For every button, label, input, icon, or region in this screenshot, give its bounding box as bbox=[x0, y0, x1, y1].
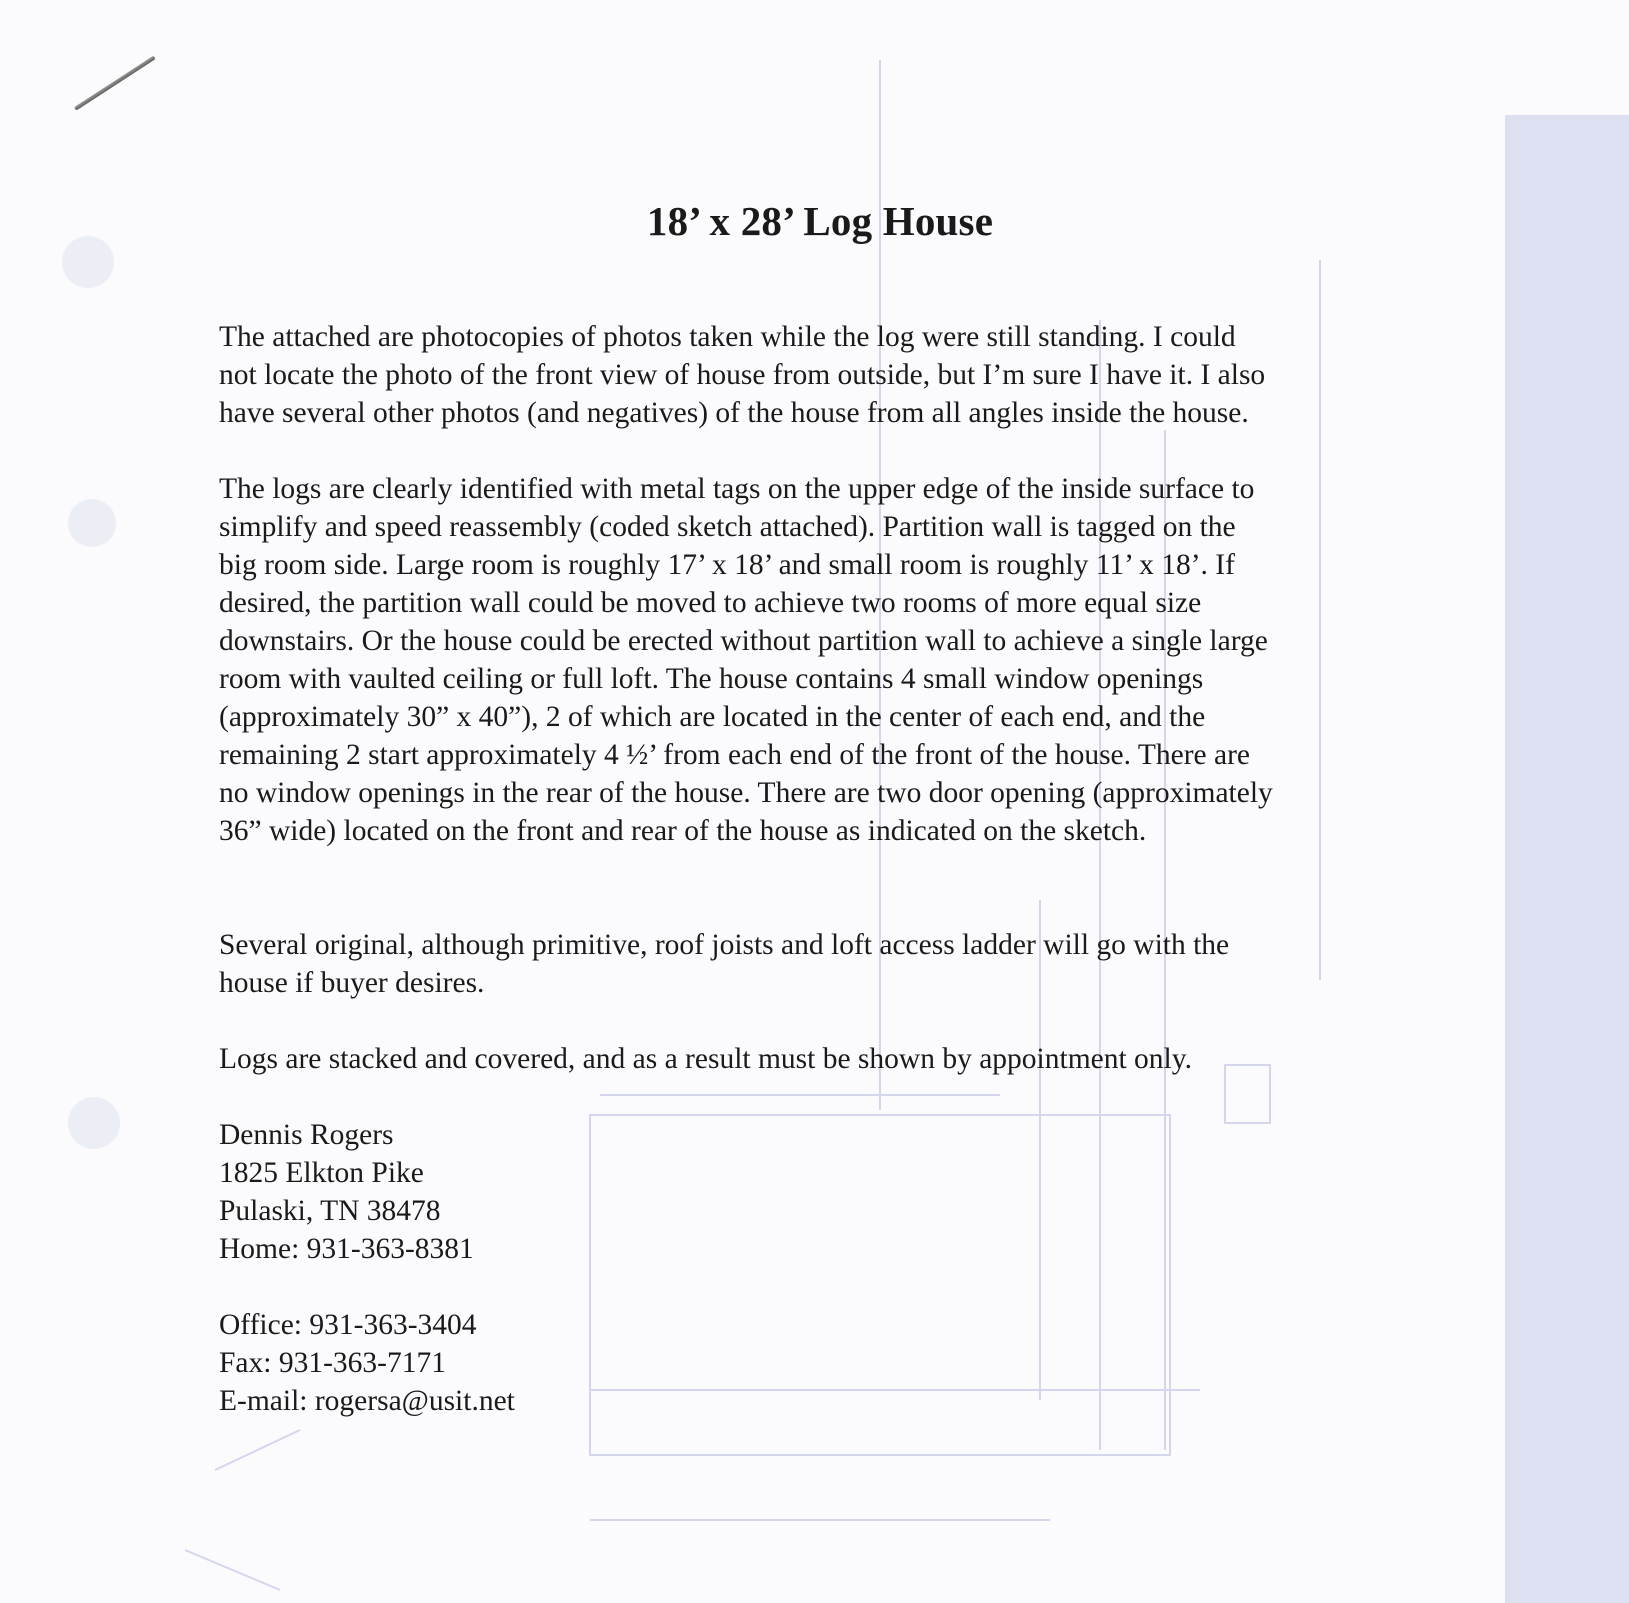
page-title: 18’ x 28’ Log House bbox=[646, 198, 994, 245]
text-line bbox=[219, 850, 1429, 888]
text-line: (approximately 30” x 40”), 2 of which are located in the center of each end, and the bbox=[219, 701, 1206, 733]
contact-block bbox=[219, 1116, 1429, 1420]
text-line: house if buyer desires. bbox=[219, 967, 485, 999]
contact-name: Dennis Rogers bbox=[219, 1119, 394, 1151]
text-line: have several other photos (and negatives) of the house from all angles inside the house. bbox=[219, 397, 1249, 429]
paragraph-joists bbox=[219, 926, 1429, 1002]
contact-city: Pulaski, TN 38478 bbox=[219, 1195, 441, 1227]
photo-edge-shadow bbox=[1505, 115, 1629, 1603]
punch-hole-mark bbox=[68, 1097, 120, 1149]
text-line: The attached are photocopies of photos taken while the log were still standing. I could bbox=[219, 321, 1236, 353]
text-line: not locate the photo of the front view of house from outside, but I’m sure I have it. I also bbox=[219, 359, 1266, 391]
text-line: remaining 2 start approximately 4 ½’ from each end of the front of the house. There are bbox=[219, 739, 1251, 771]
punch-hole-mark bbox=[68, 499, 116, 547]
contact-fax: Fax: 931-363-7171 bbox=[219, 1347, 446, 1379]
text-line: no window openings in the rear of the house. There are two door opening (approximately bbox=[219, 777, 1273, 809]
contact-home-phone: Home: 931-363-8381 bbox=[219, 1233, 474, 1265]
contact-email: E-mail: rogersa@usit.net bbox=[219, 1385, 515, 1417]
text-line: desired, the partition wall could be moved to achieve two rooms of more equal size bbox=[219, 587, 1202, 619]
text-line: Several original, although primitive, roof joists and loft access ladder will go with the bbox=[219, 929, 1230, 961]
text-line: simplify and speed reassembly (coded sketch attached). Partition wall is tagged on the bbox=[219, 511, 1236, 543]
paragraph-photos bbox=[219, 318, 1429, 432]
text-line: The logs are clearly identified with metal tags on the upper edge of the inside surface to bbox=[219, 473, 1255, 505]
text-line: Logs are stacked and covered, and as a result must be shown by appointment only. bbox=[219, 1043, 1192, 1075]
contact-office-phone: Office: 931-363-3404 bbox=[219, 1309, 477, 1341]
text-line: downstairs. Or the house could be erected without partition wall to achieve a single large bbox=[219, 625, 1268, 657]
staple-mark bbox=[74, 56, 156, 111]
paragraph-logs bbox=[219, 470, 1429, 888]
text-line: big room side. Large room is roughly 17’ x 18’ and small room is roughly 11’ x 18’. If bbox=[219, 549, 1235, 581]
contact-street: 1825 Elkton Pike bbox=[219, 1157, 424, 1189]
text-line: 36” wide) located on the front and rear of the house as indicated on the sketch. bbox=[219, 815, 1147, 847]
text-line: room with vaulted ceiling or full loft. The house contains 4 small window openings bbox=[219, 663, 1204, 695]
document-body bbox=[219, 318, 1429, 1420]
paragraph-appointment bbox=[219, 1040, 1429, 1078]
